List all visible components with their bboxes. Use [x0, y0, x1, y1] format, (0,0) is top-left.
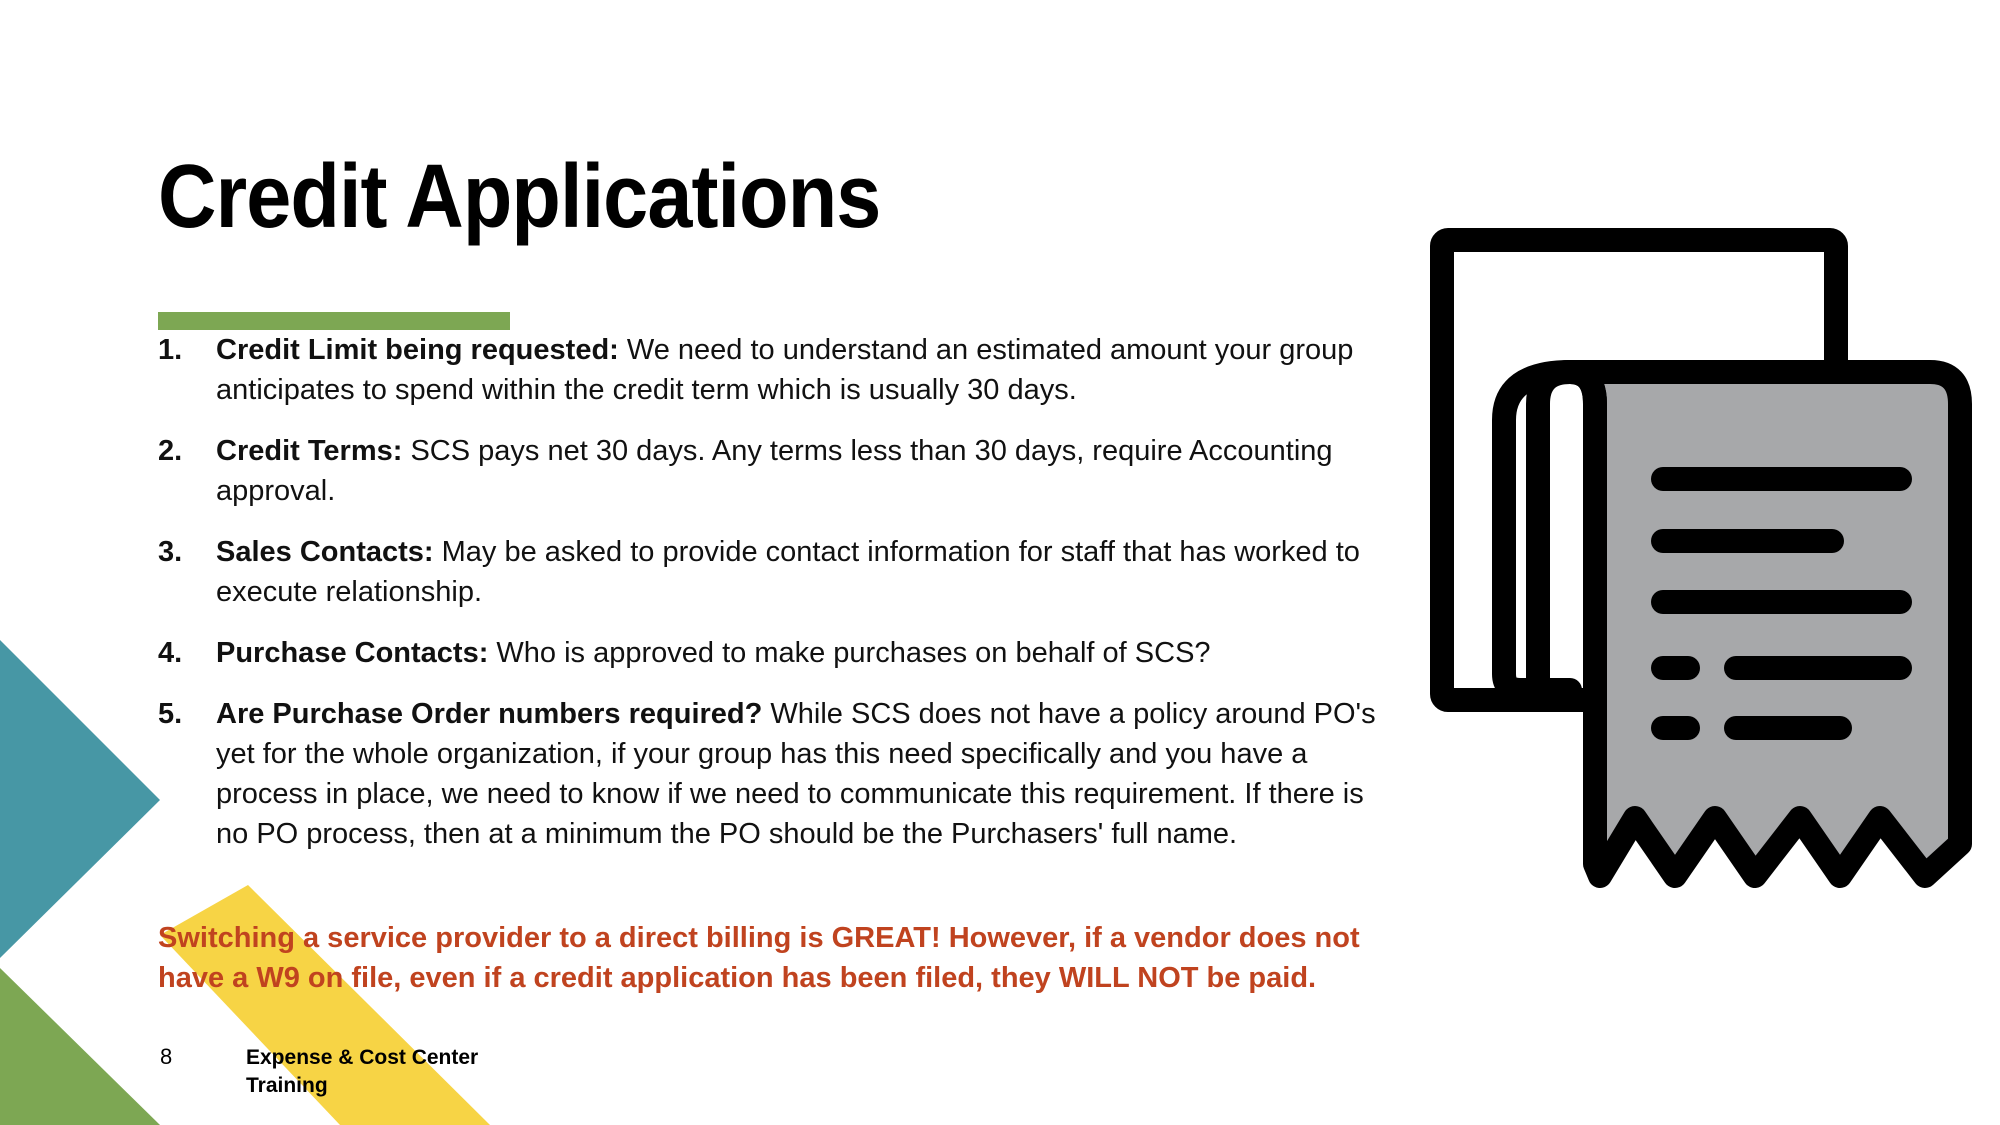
item-text [216, 633, 1388, 673]
credit-requirements-list [158, 330, 1388, 875]
list-item [158, 532, 1388, 612]
item-number: 4. [158, 637, 183, 669]
list-item [158, 694, 1388, 854]
item-text [216, 532, 1388, 612]
item-text [216, 694, 1388, 854]
list-item [158, 431, 1388, 511]
item-number: 1. [158, 334, 183, 366]
footer-title: Expense & Cost Center Training [246, 1046, 479, 1097]
list-item [158, 633, 1388, 673]
page-number: 8 [160, 1044, 173, 1069]
item-label: Sales Contacts: [216, 536, 434, 568]
item-description: We need to understand an estimated amount your group anticipates to spend within the credit term which is usually 30 days. [216, 334, 1354, 406]
item-text [216, 330, 1388, 410]
item-label: Credit Limit being requested: [216, 334, 619, 366]
title-accent-bar [158, 312, 510, 330]
item-number: 2. [158, 435, 183, 467]
item-label: Purchase Contacts: [216, 637, 489, 669]
item-label: Credit Terms: [216, 435, 403, 467]
item-description: May be asked to provide contact information for staff that has worked to execute relationship. [216, 536, 1360, 608]
item-description: SCS pays net 30 days. Any terms less than 30 days, require Accounting approval. [216, 435, 1333, 507]
green-triangle [0, 968, 160, 1125]
slide-title: Credit Applications [158, 147, 881, 247]
item-number: 5. [158, 698, 183, 730]
teal-triangle [0, 640, 160, 958]
item-number: 3. [158, 536, 183, 568]
list-item [158, 330, 1388, 410]
item-text [216, 431, 1388, 511]
warning-note: Switching a service provider to a direct billing is GREAT! However, if a vendor does not have a W9 on file, even if a credit application has been filed, they WILL NOT be paid. [158, 922, 1360, 994]
item-description: While SCS does not have a policy around PO's yet for the whole organization, if your group has this need specifically and you have a process in place, we need to know if we need to communicate this requirement. If there is no PO process, then at a minimum the PO should be the Purchasers' full name. [216, 698, 1376, 850]
item-description: Who is approved to make purchases on behalf of SCS? [488, 637, 1211, 669]
item-label: Are Purchase Order numbers required? [216, 698, 763, 730]
receipt-icon [1420, 224, 1980, 894]
